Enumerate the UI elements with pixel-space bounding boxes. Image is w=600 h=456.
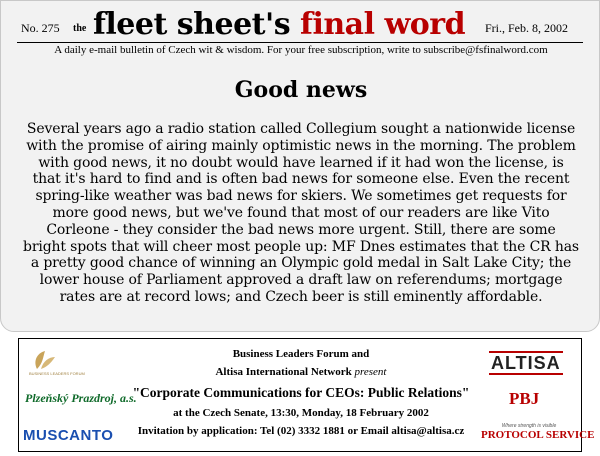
ad-event-venue: at the Czech Senate, 13:30, Monday, 18 February 2002 <box>173 407 429 419</box>
tagline: A daily e-mail bulletin of Czech wit & wisdom. For your free subscription, write to subscribe@fsfinalword.com <box>54 44 548 56</box>
masthead-divider <box>17 42 583 43</box>
protocol-tagline: Where strength is visible <box>501 423 557 429</box>
muscanto-logo: MUSCANTO <box>23 427 114 444</box>
event-advertisement <box>18 338 595 452</box>
issue-date: Fri., Feb. 8, 2002 <box>485 21 569 35</box>
logo-text-final-word: final word <box>300 7 466 42</box>
masthead-the: the <box>73 23 87 34</box>
ad-network-line <box>117 365 485 379</box>
article-body: Several years ago a radio station called Collegium sought a nationwide license with the promise of airing mainly optimistic news in the morning. The problem with good news, it no doubt would have learned if it had won the license, is that it's hard to find and is often bad news for someone else. Even the recent spring-like weather was bad news for skiers. We sometimes get requests for more good news, but we've found that most of our readers are like Vito Corleone - they consider the bad news more urgent. Still, there are some bright spots that will cheer most people up: MF Dnes estimates that the CR has a pretty good chance of winning an Olympic gold medal in Salt Lake City; the lower house of Parliament approved a draft law on referendums; mortgage rates are at record lows; and Czech beer is still eminently affordable. <box>23 121 579 305</box>
article-headline: Good news <box>234 77 368 103</box>
ad-text <box>117 347 485 438</box>
ad-network-name: Altisa International Network <box>215 366 355 378</box>
altisa-logo: ALTISA <box>491 353 561 373</box>
newsletter-logo <box>93 7 465 42</box>
blf-logo <box>29 349 89 379</box>
ad-event-title: "Corporate Communications for CEOs: Public Relations" <box>132 385 470 400</box>
pbj-logo: PBJ <box>509 389 540 408</box>
plzensky-prazdroj-logo: Plzeňský Prazdroj, a.s. <box>25 391 137 405</box>
ad-contact-line: Invitation by application: Tel (02) 3332 1881 or Email altisa@altisa.cz <box>137 425 465 437</box>
logo-text-fleet-sheet: fleet sheet's <box>93 7 291 42</box>
protocol-service-logo <box>481 423 595 441</box>
blf-caption: BUSINESS LEADERS FORUM <box>29 371 85 376</box>
ad-present-word: present <box>354 366 387 378</box>
ad-presenters-line: Business Leaders Forum and <box>232 348 370 360</box>
masthead <box>1 1 600 56</box>
issue-number: No. 275 <box>21 21 60 35</box>
protocol-service-name: PROTOCOL SERVICE <box>481 429 595 441</box>
blf-leaf-icon <box>29 349 59 371</box>
